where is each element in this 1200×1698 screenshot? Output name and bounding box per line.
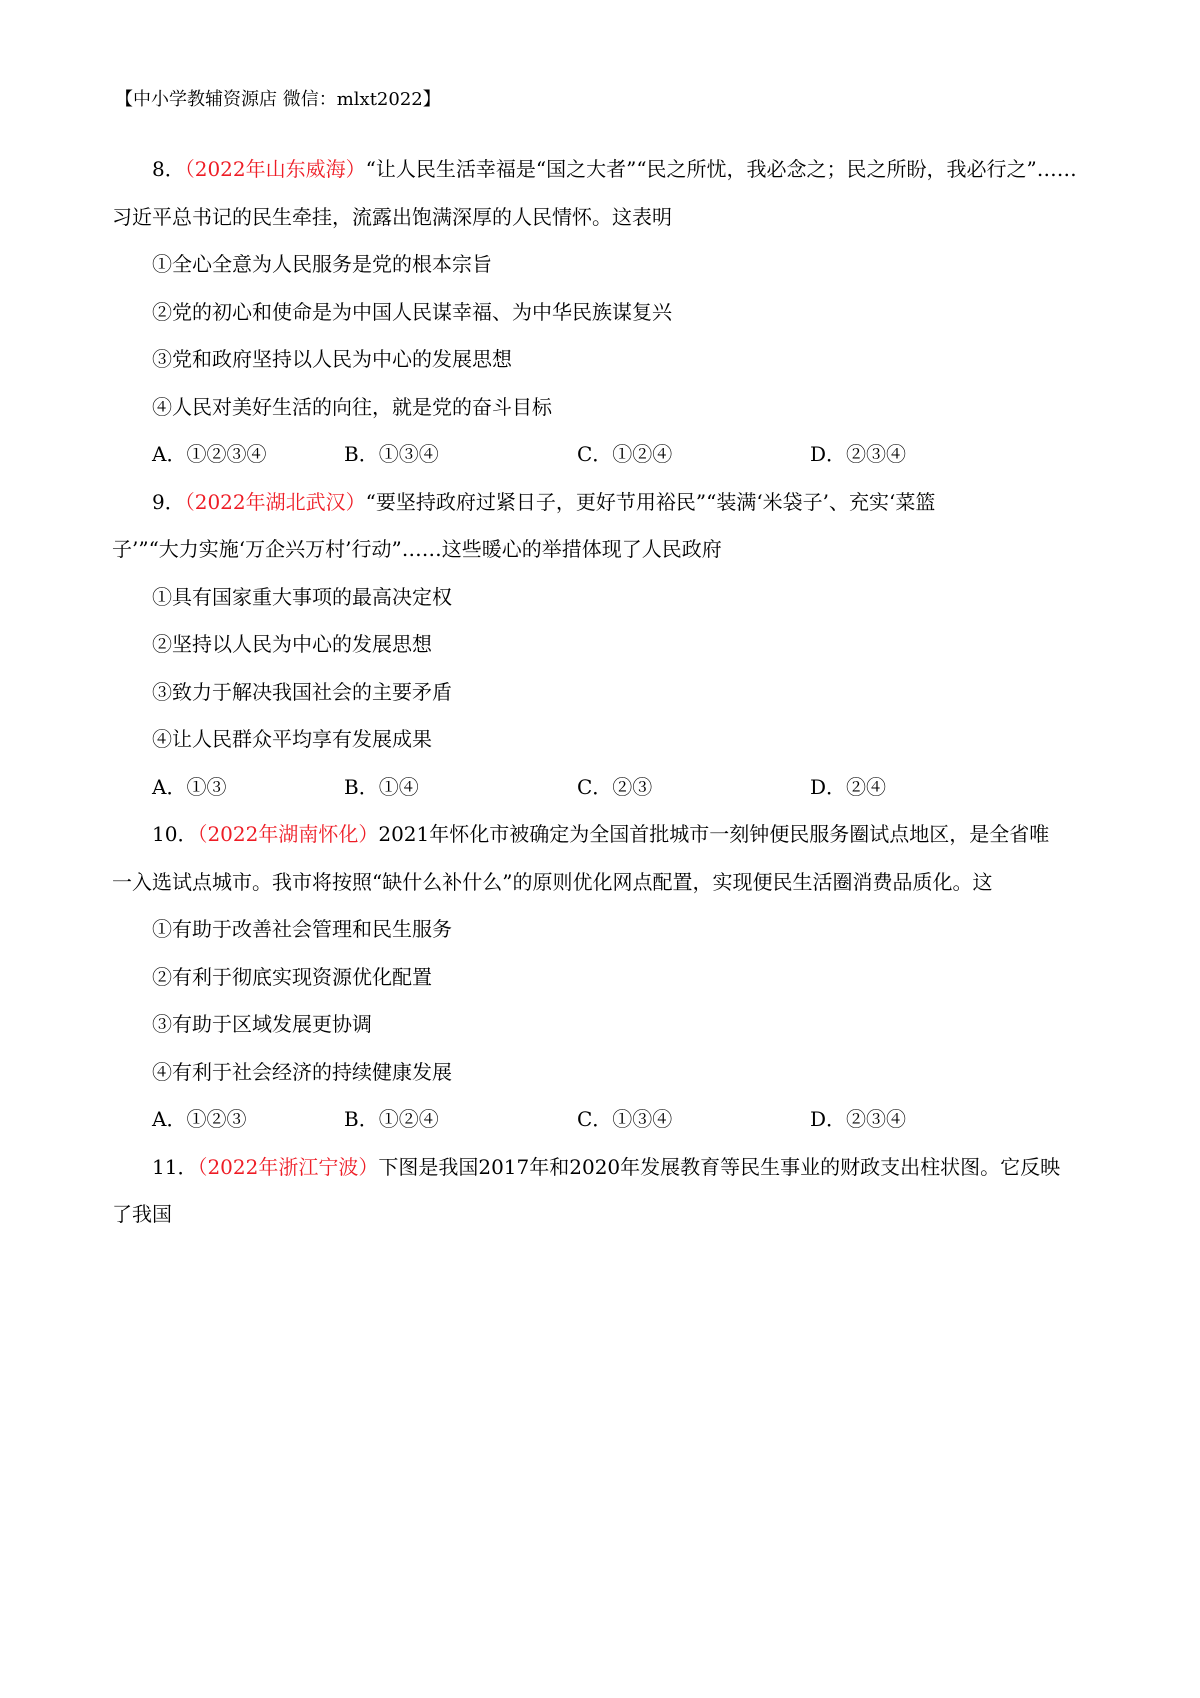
statement-item: ①具有国家重大事项的最高决定权 bbox=[152, 584, 452, 609]
option-c: C．①②④ bbox=[577, 442, 673, 466]
option-d: D．②④ bbox=[810, 774, 887, 799]
statement-item: ③党和政府坚持以人民为中心的发展思想 bbox=[152, 347, 512, 371]
header-watermark-text: 【中小学教辅资源店 微信：mlxt2022】 bbox=[115, 89, 441, 110]
statement-item: ②有利于彻底实现资源优化配置 bbox=[152, 964, 432, 989]
question-stem-line: 了我国 bbox=[112, 1202, 172, 1226]
question-number: 8． bbox=[152, 157, 185, 181]
question-list bbox=[112, 146, 1102, 1239]
statement-item: ③有助于区域发展更协调 bbox=[152, 1012, 372, 1036]
question-stem-line bbox=[112, 479, 1102, 527]
question-source: （2022年浙江宁波） bbox=[197, 1154, 379, 1179]
statement-item: ④让人民群众平均享有发展成果 bbox=[152, 727, 432, 751]
question-number: 11． bbox=[152, 1154, 198, 1179]
option-a: A．①②③ bbox=[152, 1107, 247, 1131]
statement-item: ①全心全意为人民服务是党的根本宗旨 bbox=[152, 252, 492, 276]
option-a: A．①③ bbox=[152, 774, 227, 799]
question-8 bbox=[112, 146, 1102, 479]
question-stem-line bbox=[112, 1144, 1102, 1192]
answer-options bbox=[112, 431, 1102, 479]
option-a: A．①②③④ bbox=[152, 442, 267, 466]
answer-options bbox=[112, 764, 1102, 812]
question-stem-line bbox=[112, 146, 1102, 194]
option-d: D．②③④ bbox=[810, 442, 907, 466]
question-number: 9． bbox=[152, 489, 185, 514]
option-d: D．②③④ bbox=[810, 1107, 907, 1131]
question-stem-line: 一入选试点城市。我市将按照“缺什么补什么”的原则优化网点配置，实现便民生活圈消费品质化。这 bbox=[112, 869, 993, 894]
question-stem-line: 习近平总书记的民生牵挂，流露出饱满深厚的人民情怀。这表明 bbox=[112, 204, 672, 229]
option-b: B．①④ bbox=[344, 774, 419, 799]
statement-item: ②坚持以人民为中心的发展思想 bbox=[152, 632, 432, 656]
question-stem-text: 2021年怀化市被确定为全国首批城市一刻钟便民服务圈试点地区，是全省唯 bbox=[378, 822, 1050, 846]
option-b: B．①②④ bbox=[344, 1107, 439, 1131]
answer-options bbox=[112, 1096, 1102, 1144]
question-stem-line bbox=[112, 811, 1102, 859]
question-9 bbox=[112, 479, 1102, 812]
question-10 bbox=[112, 811, 1102, 1144]
option-c: C．②③ bbox=[577, 774, 653, 799]
question-number: 10． bbox=[152, 822, 198, 846]
question-stem-text: “让人民生活幸福是“国之大者”“民之所忧，我必念之；民之所盼，我必行之”…… bbox=[365, 157, 1077, 181]
statement-item: ③致力于解决我国社会的主要矛盾 bbox=[152, 679, 452, 704]
option-b: B．①③④ bbox=[344, 442, 439, 466]
option-c: C．①③④ bbox=[577, 1107, 673, 1131]
question-stem-text: 下图是我国2017年和2020年发展教育等民生事业的财政支出柱状图。它反映 bbox=[378, 1154, 1061, 1179]
question-source: （2022年山东威海） bbox=[184, 157, 366, 181]
statement-item: ④人民对美好生活的向往，就是党的奋斗目标 bbox=[152, 394, 552, 419]
statement-item: ②党的初心和使命是为中国人民谋幸福、为中华民族谋复兴 bbox=[152, 299, 672, 324]
question-11 bbox=[112, 1144, 1102, 1239]
statement-item: ①有助于改善社会管理和民生服务 bbox=[152, 917, 452, 941]
statement-item: ④有利于社会经济的持续健康发展 bbox=[152, 1059, 452, 1084]
question-source: （2022年湖南怀化） bbox=[197, 822, 379, 846]
question-stem-line: 子’”“大力实施‘万企兴万村’行动”……这些暖心的举措体现了人民政府 bbox=[112, 537, 722, 561]
question-source: （2022年湖北武汉） bbox=[184, 489, 366, 514]
question-stem-text: “要坚持政府过紧日子，更好节用裕民”“装满‘米袋子’、充实‘菜篮 bbox=[365, 489, 936, 514]
